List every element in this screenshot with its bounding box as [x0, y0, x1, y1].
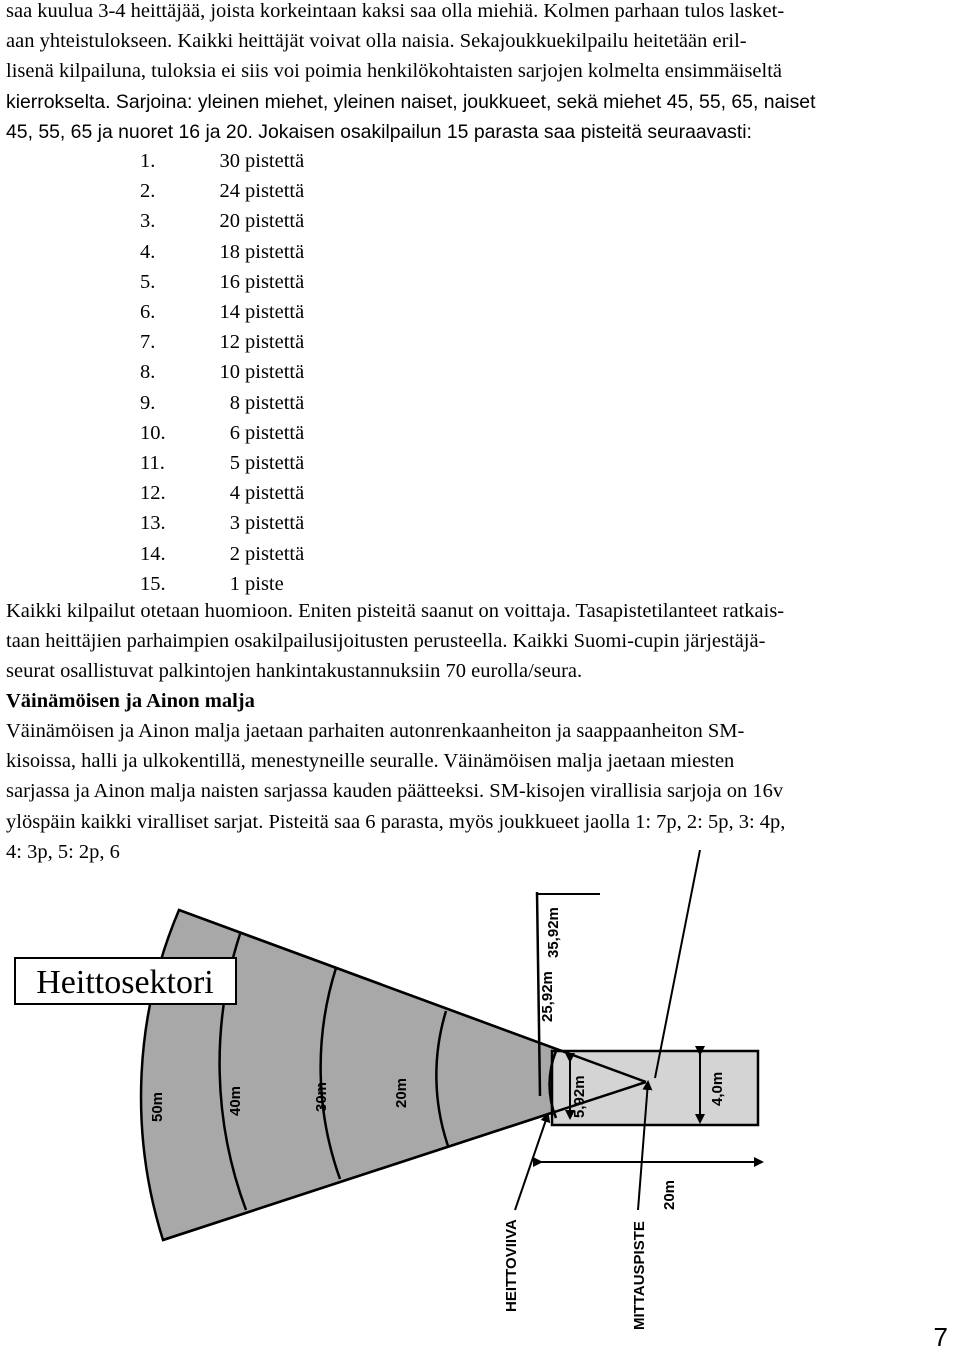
text-line: aan yhteistulokseen. Kaikki heittäjät voivat olla naisia. Sekajoukkuekilpailu heitetään eril- [6, 30, 747, 53]
list-item: 12. 4 pistettä [140, 482, 305, 505]
diagram-title: Heittosektori [36, 964, 214, 1001]
text-line: kisoissa, halli ja ulkokentillä, menestyneille seuralle. Väinämöisen malja jaetaan miesten [6, 750, 735, 773]
list-item: 9. 8 pistettä [140, 391, 305, 414]
arc-label-30m: 30m [313, 1081, 330, 1112]
throw-line-label: HEITTOVIIVA [503, 1219, 520, 1312]
text-line: seurat osallistuvat palkintojen hankintakustannuksiin 70 eurolla/seura. [6, 660, 583, 683]
measure-point-label: MITTAUSPISTE [631, 1221, 648, 1330]
arc-label-40m: 40m [227, 1085, 244, 1116]
text-line: Väinämöisen ja Ainon malja jaetaan parhaiten autonrenkaanheiton ja saappaanheiton SM- [6, 720, 745, 742]
list-item: 14. 2 pistettä [140, 542, 305, 565]
list-item: 10. 6 pistettä [140, 421, 305, 444]
list-item: 6. 14 pistettä [140, 301, 305, 324]
list-item: 13. 3 pistettä [140, 512, 305, 535]
list-item: 3. 20 pistettä [140, 210, 305, 233]
text-line: kierrokselta. Sarjoina: yleinen miehet, yleinen naiset, joukkueet, sekä miehet 45, 55, 65, naiset [6, 90, 816, 113]
text-line: sarjassa ja Ainon malja naisten sarjassa kauden päätteeksi. SM-kisojen virallisia sarjoja on 16v [6, 780, 784, 803]
arc-label-50m: 50m [149, 1091, 166, 1122]
upper-guide-line [655, 850, 700, 1078]
page-number: 7 [933, 1322, 948, 1352]
list-item: 5. 16 pistettä [140, 270, 305, 293]
section-heading: Väinämöisen ja Ainon malja [6, 690, 255, 712]
text-line: ylöspäin kaikki viralliset sarjat. Pisteitä saa 6 parasta, myös joukkueet jaolla 1: 7p, 2: 5p, 3: 4p, [6, 810, 786, 833]
intro-paragraph [6, 0, 956, 147]
list-item: 4. 18 pistettä [140, 240, 305, 263]
text-line: saa kuulua 3-4 heittäjää, joista korkeintaan kaksi saa olla miehiä. Kolmen parhaan tulos lasket- [6, 0, 785, 22]
dimension-label-35m: 35,92m [545, 907, 562, 958]
text-line: Kaikki kilpailut otetaan huomioon. Eniten pisteitä saanut on voittaja. Tasapistetilanteet ratkais- [6, 600, 785, 622]
list-item: 11. 5 pistettä [140, 452, 305, 475]
throwing-sector-diagram [0, 850, 960, 1360]
text-line: lisenä kilpailuna, tuloksia ei siis voi poimia henkilökohtaisten sarjojen kolmelta ensimmäiseltä [6, 60, 783, 83]
text-line: 4: 3p, 5: 2p, 6 [6, 840, 120, 863]
text-line: 45, 55, 65 ja nuoret 16 ja 20. Jokaisen osakilpailun 15 parasta saa pisteitä seuraavasti: [6, 120, 752, 143]
arc-label-20m: 20m [393, 1077, 410, 1108]
list-item: 7. 12 pistettä [140, 331, 305, 354]
list-item: 8. 10 pistettä [140, 361, 305, 384]
dimension-label-5m: 5,92m [571, 1075, 588, 1118]
dimension-label-25m: 25,92m [539, 971, 556, 1022]
dimension-label-20m: 20m [661, 1179, 678, 1210]
list-item: 1. 30 pistettä [140, 150, 305, 172]
trophy-paragraph [6, 716, 956, 867]
text-line: taan heittäjien parhaimpien osakilpailusijoitusten perusteella. Kaikki Suomi-cupin järjestäjä- [6, 630, 766, 653]
dimension-label-4m: 4,0m [709, 1071, 726, 1106]
list-item: 2. 24 pistettä [140, 180, 305, 203]
list-item: 15. 1 piste [140, 572, 284, 595]
points-list [140, 146, 420, 599]
rules-paragraph [6, 596, 956, 687]
